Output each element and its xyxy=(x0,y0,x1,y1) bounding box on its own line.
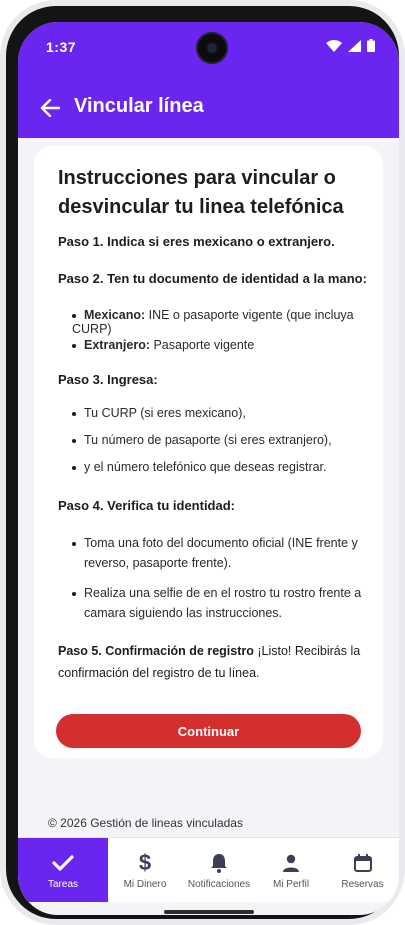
person-icon xyxy=(282,851,300,875)
step-3: Paso 3. Ingresa: xyxy=(58,372,158,387)
bullet-icon xyxy=(72,412,76,416)
nav-label: Mi Perfil xyxy=(272,878,310,890)
bullet-text: Tu número de pasaporte (si eres extranjero), xyxy=(84,433,332,447)
nav-item-reservas[interactable] xyxy=(326,838,399,902)
status-bar xyxy=(18,22,399,78)
step-5-label: Paso 5. Confirmación de registro xyxy=(58,644,254,658)
nav-label: Reservas xyxy=(341,878,384,890)
nav-item-notificaciones[interactable] xyxy=(182,838,256,902)
bullet-text: y el número telefónico que deseas registrar. xyxy=(84,460,327,474)
list-item xyxy=(72,308,383,336)
calendar-icon xyxy=(354,851,372,875)
back-button[interactable] xyxy=(36,94,64,122)
step-5-text: ¡Listo! Recibirás la xyxy=(253,644,361,658)
bullet-icon xyxy=(72,592,76,596)
card-title: Instrucciones para vincular o desvincular tu linea telefónica xyxy=(58,167,344,218)
bullet-text: Realiza una selfie de en el rostro tu rostro frente a xyxy=(84,586,362,600)
status-time: 1:37 xyxy=(46,39,77,55)
continue-button[interactable]: Continuar xyxy=(56,714,361,748)
step-5-line-2: confirmación del registro de tu línea. xyxy=(58,666,260,680)
wifi-icon xyxy=(326,40,342,52)
bullet-icon xyxy=(72,314,76,318)
bullet-text: Toma una foto del documento oficial (INE frente y xyxy=(84,536,358,550)
app-bar xyxy=(18,78,399,138)
bullet-icon xyxy=(72,542,76,546)
bullet-text: Pasaporte vigente xyxy=(150,338,255,352)
nav-label: Mi Dinero xyxy=(123,878,167,890)
step-2: Paso 2. Ten tu documento de identidad a la mano: xyxy=(58,271,367,286)
content xyxy=(18,138,399,838)
nav-label: Tareas xyxy=(47,878,78,890)
step-1: Paso 1. Indica si eres mexicano o extranjero. xyxy=(58,234,335,249)
status-icons xyxy=(326,39,375,52)
list-item xyxy=(72,586,361,600)
footer-text: © 2026 Gestión de lineas vinculadas xyxy=(48,816,243,830)
front-camera xyxy=(196,32,228,64)
bullet-continuation: reverso, pasaporte frente). xyxy=(84,556,232,570)
page-title: Vincular línea xyxy=(74,95,204,117)
nav-item-tareas[interactable] xyxy=(18,838,108,902)
phone-bezel xyxy=(6,6,399,919)
check-icon xyxy=(52,851,74,875)
bullet-label: Extranjero: xyxy=(84,338,150,352)
bottom-navigation xyxy=(18,837,399,902)
list-item xyxy=(72,536,358,550)
list-item xyxy=(72,406,246,420)
home-indicator[interactable] xyxy=(164,910,254,914)
instructions-card xyxy=(34,146,383,758)
nav-item-mi-perfil[interactable] xyxy=(256,838,326,902)
bullet-text: Tu CURP (si eres mexicano), xyxy=(84,406,246,420)
dollar-icon: $ xyxy=(138,849,152,875)
bullet-icon xyxy=(72,466,76,470)
nav-label: Notificaciones xyxy=(187,878,251,890)
nav-item-mi-dinero[interactable] xyxy=(108,838,182,902)
bullet-continuation: camara siguiendo las instrucciones. xyxy=(84,606,283,620)
step-5 xyxy=(58,644,360,658)
screen xyxy=(18,22,399,915)
bullet-text: INE o pasaporte vigente (que incluya CURP) xyxy=(72,308,354,336)
list-item xyxy=(72,460,327,474)
step-4: Paso 4. Verifica tu identidad: xyxy=(58,498,235,513)
list-item xyxy=(72,433,332,447)
bullet-icon xyxy=(72,344,76,348)
list-item xyxy=(72,338,254,352)
bell-icon xyxy=(210,851,228,875)
bullet-icon xyxy=(72,439,76,443)
bullet-label: Mexicano: xyxy=(84,308,146,322)
arrow-left-icon xyxy=(40,99,60,117)
signal-icon xyxy=(348,40,361,52)
battery-icon xyxy=(367,39,375,52)
